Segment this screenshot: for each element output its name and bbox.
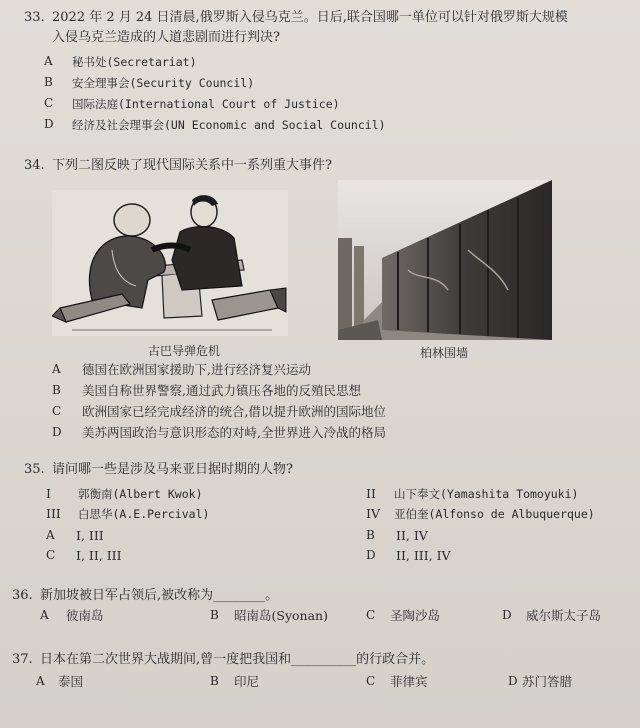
q33-option-b-text: 安全理事会(Security Council) — [72, 76, 255, 90]
q35-option-a-text: I, III — [76, 528, 104, 543]
q34-option-b-text: 美国自称世界警察,通过武力镇压各地的反殖民思想 — [82, 383, 361, 398]
q37-stem-end: 的行政合并。 — [356, 652, 435, 667]
q36-option-a-letter: A — [40, 608, 49, 622]
q36-option-d-text: 威尔斯太子岛 — [526, 608, 602, 623]
q37-option-c-text: 菲律宾 — [390, 674, 428, 689]
q33-stem-line1: 2022 年 2 月 24 日清晨,俄罗斯入侵乌克兰。日后,联合国哪一单位可以针对俄罗斯大规模 — [52, 10, 568, 25]
q37-option-d-letter: D — [508, 674, 518, 688]
q35-option-c-text: I, II, III — [76, 548, 122, 563]
cuban-missile-crisis-cartoon — [52, 190, 288, 336]
q37-option-b-text: 印尼 — [234, 674, 260, 689]
q35-number: 35. — [24, 462, 45, 477]
q35-option-b-text: II, IV — [396, 528, 428, 543]
q35-stem: 请问哪一些是涉及马来亚日据时期的人物? — [52, 462, 293, 477]
q34-option-a-text: 德国在欧洲国家援助下,进行经济复兴运动 — [82, 362, 311, 377]
q35-item-4-text: 亚伯奎(Alfonso de Albuquerque) — [394, 507, 595, 521]
q37-number: 37. — [12, 652, 33, 667]
q33-stem-line2: 入侵乌克兰造成的人道悲剧而进行判决? — [52, 30, 280, 45]
q36-stem — [40, 588, 278, 604]
q33-option-c-letter: C — [44, 96, 54, 110]
q34-option-a-letter: A — [52, 362, 61, 376]
q33-option-b-letter: B — [44, 75, 53, 89]
q33-option-d-letter: D — [44, 117, 54, 131]
q36-option-b-text: 昭南岛(Syonan) — [234, 608, 328, 623]
q35-item-2-text: 山下奉文(Yamashita Tomoyuki) — [394, 487, 579, 501]
q34-option-d-text: 美苏两国政治与意识形态的对峙,全世界进入冷战的格局 — [82, 425, 386, 440]
q33-option-d-text: 经济及社会理事会(UN Economic and Social Council) — [72, 118, 386, 132]
q36-stem-text: 新加坡被日军占领后,被改称为 — [40, 588, 214, 603]
q34-option-c-letter: C — [52, 404, 62, 418]
q35-item-1-text: 郭衡南(Albert Kwok) — [78, 487, 203, 501]
q33-number: 33. — [24, 10, 45, 25]
q35-item-4-roman: IV — [366, 506, 380, 521]
q35-item-1-roman: I — [46, 486, 51, 501]
q35-option-a-letter: A — [46, 528, 55, 542]
q37-option-a-text: 泰国 — [58, 674, 84, 689]
q34-option-d-letter: D — [52, 425, 62, 439]
q34-stem: 下列二图反映了现代国际关系中一系列重大事件? — [52, 158, 332, 173]
q35-item-2-roman: II — [366, 486, 376, 501]
q37-option-b-letter: B — [210, 674, 219, 688]
figure2-caption: 柏林围墙 — [420, 346, 469, 360]
q36-option-b-letter: B — [210, 608, 219, 622]
q35-option-b-letter: B — [366, 528, 375, 542]
q36-number: 36. — [12, 588, 33, 603]
q36-stem-end: 。 — [265, 588, 279, 603]
q33-option-c-text: 国际法庭(International Court of Justice) — [72, 97, 340, 111]
q36-blank: ________ — [213, 588, 266, 603]
q34-option-b-letter: B — [52, 383, 61, 397]
q37-stem — [40, 652, 434, 668]
q33-option-a-text: 秘书处(Secretariat) — [72, 55, 197, 69]
q36-option-c-letter: C — [366, 608, 376, 622]
q34-option-c-text: 欧洲国家已经完成经济的统合,借以提升欧洲的国际地位 — [82, 404, 386, 419]
q37-stem-text: 日本在第二次世界大战期间,曾一度把我国和 — [40, 652, 292, 667]
q37-blank: __________ — [291, 652, 357, 667]
q36-option-c-text: 圣陶沙岛 — [390, 608, 441, 623]
q35-option-c-letter: C — [46, 548, 56, 562]
q37-option-a-letter: A — [36, 674, 45, 688]
q37-option-c-letter: C — [366, 674, 376, 688]
q33-option-a-letter: A — [44, 54, 53, 68]
q35-option-d-letter: D — [366, 548, 376, 562]
q35-option-d-text: II, III, IV — [396, 548, 451, 563]
q35-item-3-roman: III — [46, 506, 61, 521]
q36-option-d-letter: D — [502, 608, 512, 622]
q34-number: 34. — [24, 158, 45, 173]
q35-item-3-text: 白思华(A.E.Percival) — [78, 507, 210, 521]
q36-option-a-text: 彼南岛 — [66, 608, 104, 623]
berlin-wall-photo — [338, 180, 552, 340]
q37-option-d-text: 苏门答腊 — [522, 674, 573, 689]
figure1-caption: 古巴导弹危机 — [148, 344, 221, 358]
